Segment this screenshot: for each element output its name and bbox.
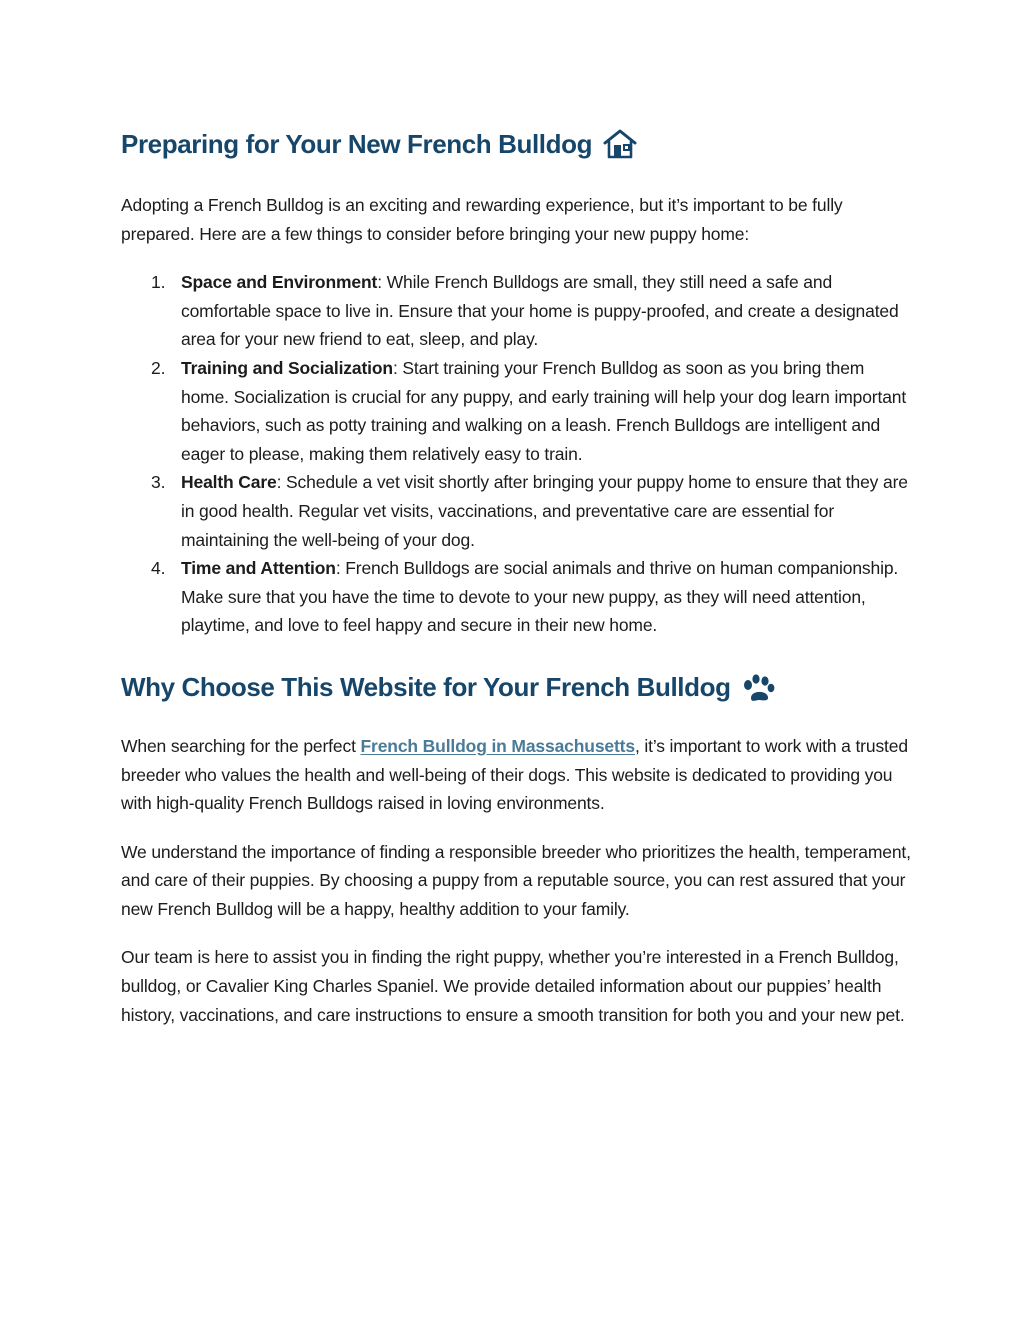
paragraph-text: , it’s important to work with a trusted breeder who values the health and well-being of their dogs. This website is dedicated to providing you with high-quality French Bulldogs raised in loving environments. — [121, 735, 908, 814]
section-heading-why-choose — [121, 667, 911, 707]
heading-text: Why Choose This Website for Your French Bulldog — [121, 671, 731, 702]
list-item-title: Time and Attention — [181, 558, 336, 579]
house-icon — [602, 128, 638, 160]
list-item — [121, 554, 911, 640]
list-item — [121, 468, 911, 554]
document-page — [121, 124, 911, 1029]
list-number: 3. — [151, 472, 166, 493]
list-item-title: Space and Environment — [181, 272, 378, 293]
list-item-text: : While French Bulldogs are small, they still need a safe and comfortable space to live in. Ensure that your home is puppy-proofed, and create a designated area for your new friend to eat, sleep, and play. — [181, 272, 899, 350]
list-item — [121, 354, 911, 468]
list-item-title: Health Care — [181, 472, 277, 493]
body-paragraph: Our team is here to assist you in finding the right puppy, whether you’re interested in a French Bulldog, bulldog, or Cavalier King Charles Spaniel. We provide detailed information about our puppies’ health history, vaccinations, and care instructions to ensure a smooth transition for both you and your new pet. — [121, 947, 905, 1025]
massachusetts-link[interactable]: French Bulldog in Massachusetts — [360, 735, 635, 756]
paragraph-text: When searching for the perfect — [121, 735, 361, 756]
preparation-list — [121, 268, 911, 640]
list-item-text: : French Bulldogs are social animals and thrive on human companionship. Make sure that you have the time to devote to your new puppy, as they will need attention, playtime, and love to feel happy and secure in their new home. — [181, 558, 899, 636]
body-paragraph: We understand the importance of finding a responsible breeder who prioritizes the health, temperament, and care of their puppies. By choosing a puppy from a reputable source, you can rest assured that your new French Bulldog will be a happy, healthy addition to your family. — [121, 841, 911, 919]
list-item-text: : Start training your French Bulldog as soon as you bring them home. Socialization is crucial for any puppy, and early training will help your dog learn important behaviors, such as potty training and walking on a leash. French Bulldogs are intelligent and eager to please, making them relatively easy to train. — [181, 357, 907, 464]
list-item — [121, 268, 911, 354]
list-number: 1. — [151, 272, 166, 293]
intro-paragraph: Adopting a French Bulldog is an exciting and rewarding experience, but it’s important to be fully prepared. Here are a few things to consider before bringing your new puppy home: — [121, 195, 843, 244]
list-item-title: Training and Socialization — [181, 357, 393, 378]
body-paragraph — [121, 732, 911, 818]
section-heading-preparing — [121, 124, 911, 164]
list-number: 4. — [151, 558, 166, 579]
list-item-text: : Schedule a vet visit shortly after bringing your puppy home to ensure that they are in good health. Regular vet visits, vaccinations, and preventative care are essential for maintaining the well-being of your dog. — [181, 472, 908, 550]
heading-text: Preparing for Your New French Bulldog — [121, 129, 593, 159]
list-number: 2. — [151, 357, 166, 378]
paw-prints-icon — [741, 672, 775, 702]
